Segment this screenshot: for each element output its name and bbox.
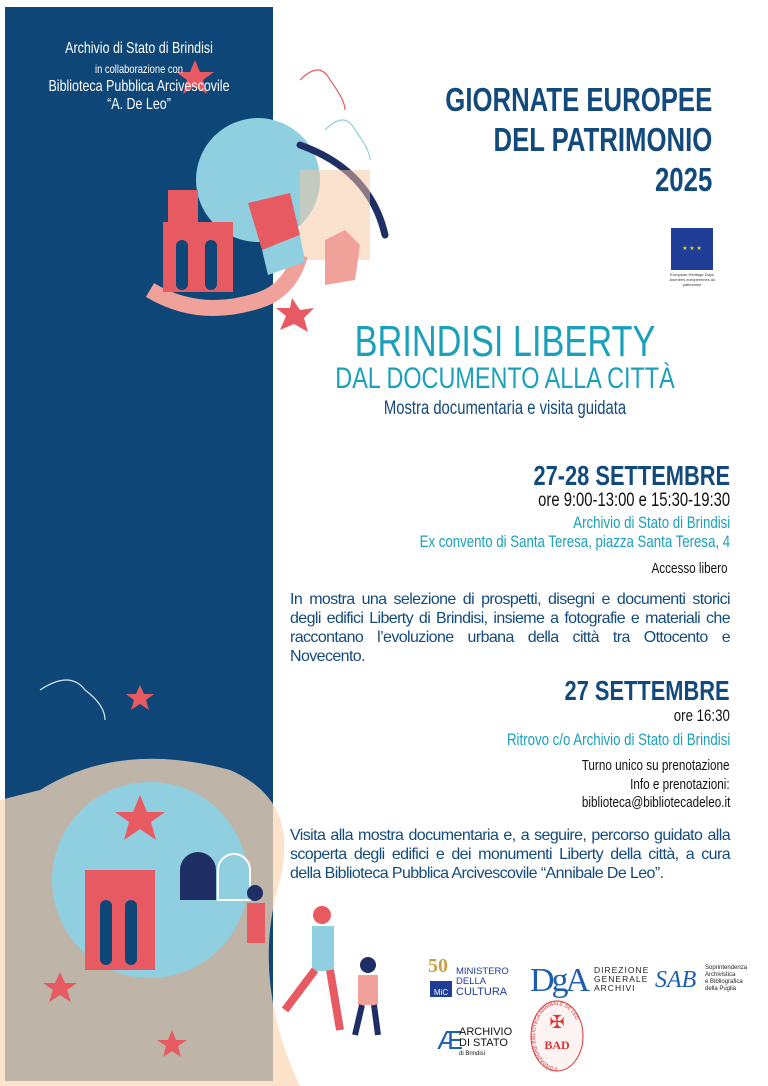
european-heritage-days-logo: ★ ★ ★	[671, 228, 713, 270]
arch-opening	[100, 900, 112, 965]
organizer-line: “A. De Leo”	[107, 96, 171, 113]
mic-anniversary-number: 50	[428, 955, 448, 977]
arch-building	[163, 222, 233, 292]
event-subtitle: DAL DOCUMENTO ALLA CITTÀ	[335, 362, 675, 395]
section1-date: 27-28 SETTEMBRE	[533, 460, 730, 491]
dove-icon	[300, 70, 345, 110]
sab-wordmark: Soprintendenza Archivistica e Bibliografica della Puglia	[705, 965, 748, 992]
organizer-line: in collaborazione con	[95, 62, 183, 76]
organizer-line: Biblioteca Pubblica Arcivescovile	[48, 78, 230, 95]
dove-icon	[40, 680, 105, 720]
section1-address: Ex convento di Santa Teresa, piazza Santa Teresa, 4	[419, 532, 730, 551]
section2-hours: ore 16:30	[673, 706, 730, 725]
section2-date: 27 SETTEMBRE	[564, 675, 730, 706]
header-title: GIORNATE EUROPEE DEL PATRIMONIO 2025	[445, 81, 712, 198]
bad-seal	[530, 1000, 584, 1072]
organizer-line: Archivio di Stato di Brindisi	[65, 40, 213, 57]
tower-top	[168, 190, 198, 225]
event-title: BRINDISI LIBERTY	[354, 317, 656, 366]
mic-mark: MiC	[430, 981, 452, 997]
sab-mark: SAB	[655, 967, 697, 993]
soprintendenza-puglia-logo	[655, 965, 748, 994]
section2-email[interactable]: biblioteca@bibliotecadeleo.it	[581, 794, 730, 811]
section1-venue: Archivio di Stato di Brindisi	[573, 513, 730, 532]
arch-opening	[205, 240, 217, 290]
direzione-generale-archivi-logo	[530, 962, 650, 1000]
section1-hours: ore 9:00-13:00 e 15:30-19:30	[538, 490, 730, 511]
star-icon	[126, 685, 154, 710]
doorway	[180, 852, 216, 900]
bad-ring-text: FONDAZIONE BIBLIOTECA ANNIBALE DE LEO	[531, 1000, 580, 1072]
dga-mark: DgA	[530, 962, 588, 999]
section2-info-label: Info e prenotazioni:	[630, 776, 730, 793]
section2-booking: Turno unico su prenotazione	[582, 757, 730, 774]
ministero-cultura-logo	[428, 957, 512, 999]
doorway	[218, 854, 250, 900]
dga-wordmark: DIREZIONE GENERALE ARCHIVI	[594, 965, 650, 993]
arch-opening	[176, 240, 188, 290]
fondazione-bad-logo	[530, 1000, 584, 1072]
mic-wordmark: MINISTERO DELLA CULTURA	[456, 966, 509, 998]
event-tagline: Mostra documentaria e visita guidata	[383, 398, 627, 419]
bottom-illustration	[0, 680, 378, 1086]
arch-building	[85, 870, 155, 970]
section1-access: Accesso libero	[651, 560, 728, 577]
eu-logo-caption: European Heritage Days Journées européennes du patrimoine	[668, 272, 716, 287]
cross-icon: ✠	[549, 1012, 565, 1032]
asbr-wordmark: ARCHIVIO DI STATO di Brindisi	[459, 1026, 513, 1057]
bad-mark: BAD	[544, 1038, 570, 1052]
section2-description: Visita alla mostra documentaria e, a seguire, percorso guidato alla scoperta degli edifici e dei monumenti Liberty della città, a cura della Biblioteca Pubblica Arcivescovile “Annibale De Leo”.	[290, 827, 730, 882]
section1-description: In mostra una selezione di prospetti, disegni e documenti storici degli edifici Liberty di Brindisi, insieme a fotografie e materiali che raccontano l’evoluzione urbana della città tra Ottocento e Novecento.	[290, 591, 730, 665]
section2-meeting: Ritrovo c/o Archivio di Stato di Brindisi	[506, 730, 730, 749]
dove-icon	[325, 120, 370, 160]
arch-opening	[125, 900, 137, 965]
archive-mark-icon: Æ	[437, 1025, 463, 1055]
archivio-stato-brindisi-logo	[437, 1025, 513, 1057]
